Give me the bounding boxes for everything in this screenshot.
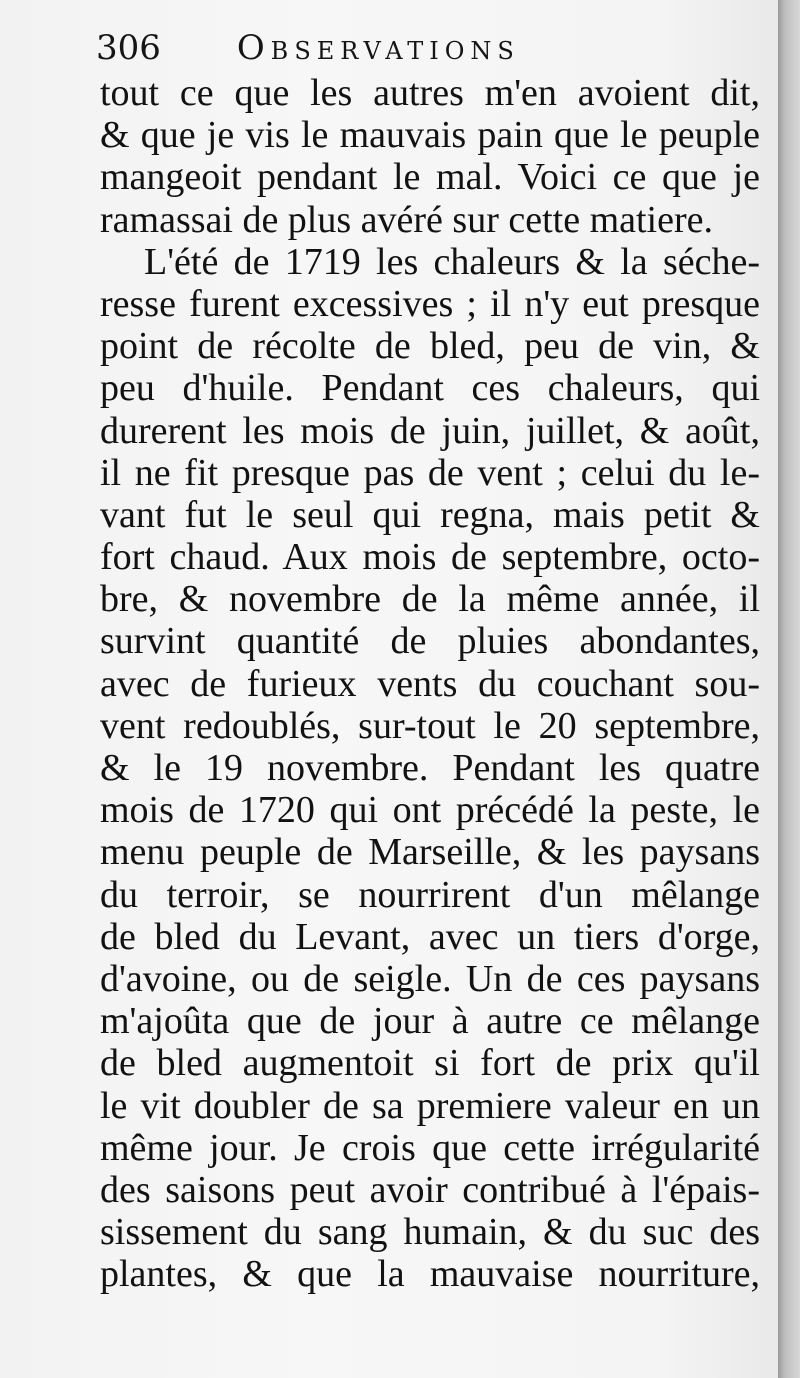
text-line: le vit doubler de sa premiere valeur en un — [100, 1084, 760, 1127]
text-line: peu d'huile. Pendant ces chaleurs, qui — [100, 367, 760, 410]
text-line: m'ajoûta que de jour à autre ce mêlange — [100, 1000, 760, 1043]
page-number: 306 — [96, 28, 161, 68]
text-line: de bled du Levant, avec un tiers d'orge, — [100, 915, 760, 958]
text-line: resse furent excessives ; il n'y eut presque — [100, 282, 760, 325]
text-line: menu peuple de Marseille, & les paysans — [100, 831, 760, 874]
text-line: ramassai de plus avéré sur cette matiere. — [100, 198, 713, 241]
text-line: point de récolte de bled, peu de vin, & — [100, 325, 760, 368]
running-title: Observations — [236, 28, 520, 68]
text-line: tout ce que les autres m'en avoient dit, — [100, 72, 760, 114]
text-line: vent redoublés, sur-tout le 20 septembre, — [100, 704, 760, 747]
text-line: mangeoit pendant le mal. Voici ce que je — [100, 156, 760, 199]
text-line: mois de 1720 qui ont précédé la peste, le — [100, 789, 760, 832]
text-line: de bled augmentoit si fort de prix qu'il — [100, 1042, 760, 1085]
text-line: plantes, & que la mauvaise nourriture, — [100, 1253, 760, 1296]
text-line: durerent les mois de juin, juillet, & août, — [100, 409, 760, 452]
text-line: du terroir, se nourrirent d'un mêlange — [100, 873, 760, 916]
text-line: & le 19 novembre. Pendant les quatre — [100, 747, 760, 789]
text-line: survint quantité de pluies abondantes, — [100, 620, 760, 663]
text-line: vant fut le seul qui regna, mais petit & — [100, 493, 760, 536]
body-text — [100, 72, 760, 1295]
text-line: sissement du sang humain, & du suc des — [100, 1211, 760, 1254]
text-line: même jour. Je crois que cette irrégularité — [100, 1126, 760, 1169]
text-line: bre, & novembre de la même année, il — [100, 578, 760, 621]
text-line: fort chaud. Aux mois de septembre, octo- — [100, 536, 760, 579]
text-line: avec de furieux vents du couchant sou- — [100, 662, 760, 705]
text-line: des saisons peut avoir contribué à l'épais- — [100, 1168, 760, 1211]
text-line: d'avoine, ou de seigle. Un de ces paysans — [100, 957, 760, 1000]
page-edge-shadow — [778, 0, 800, 1378]
text-line: il ne fit presque pas de vent ; celui du le- — [100, 451, 760, 494]
text-line: L'été de 1719 les chaleurs & la séche- — [144, 240, 760, 283]
page-header — [96, 28, 636, 68]
text-line: & que je vis le mauvais pain que le peuple — [100, 114, 760, 157]
